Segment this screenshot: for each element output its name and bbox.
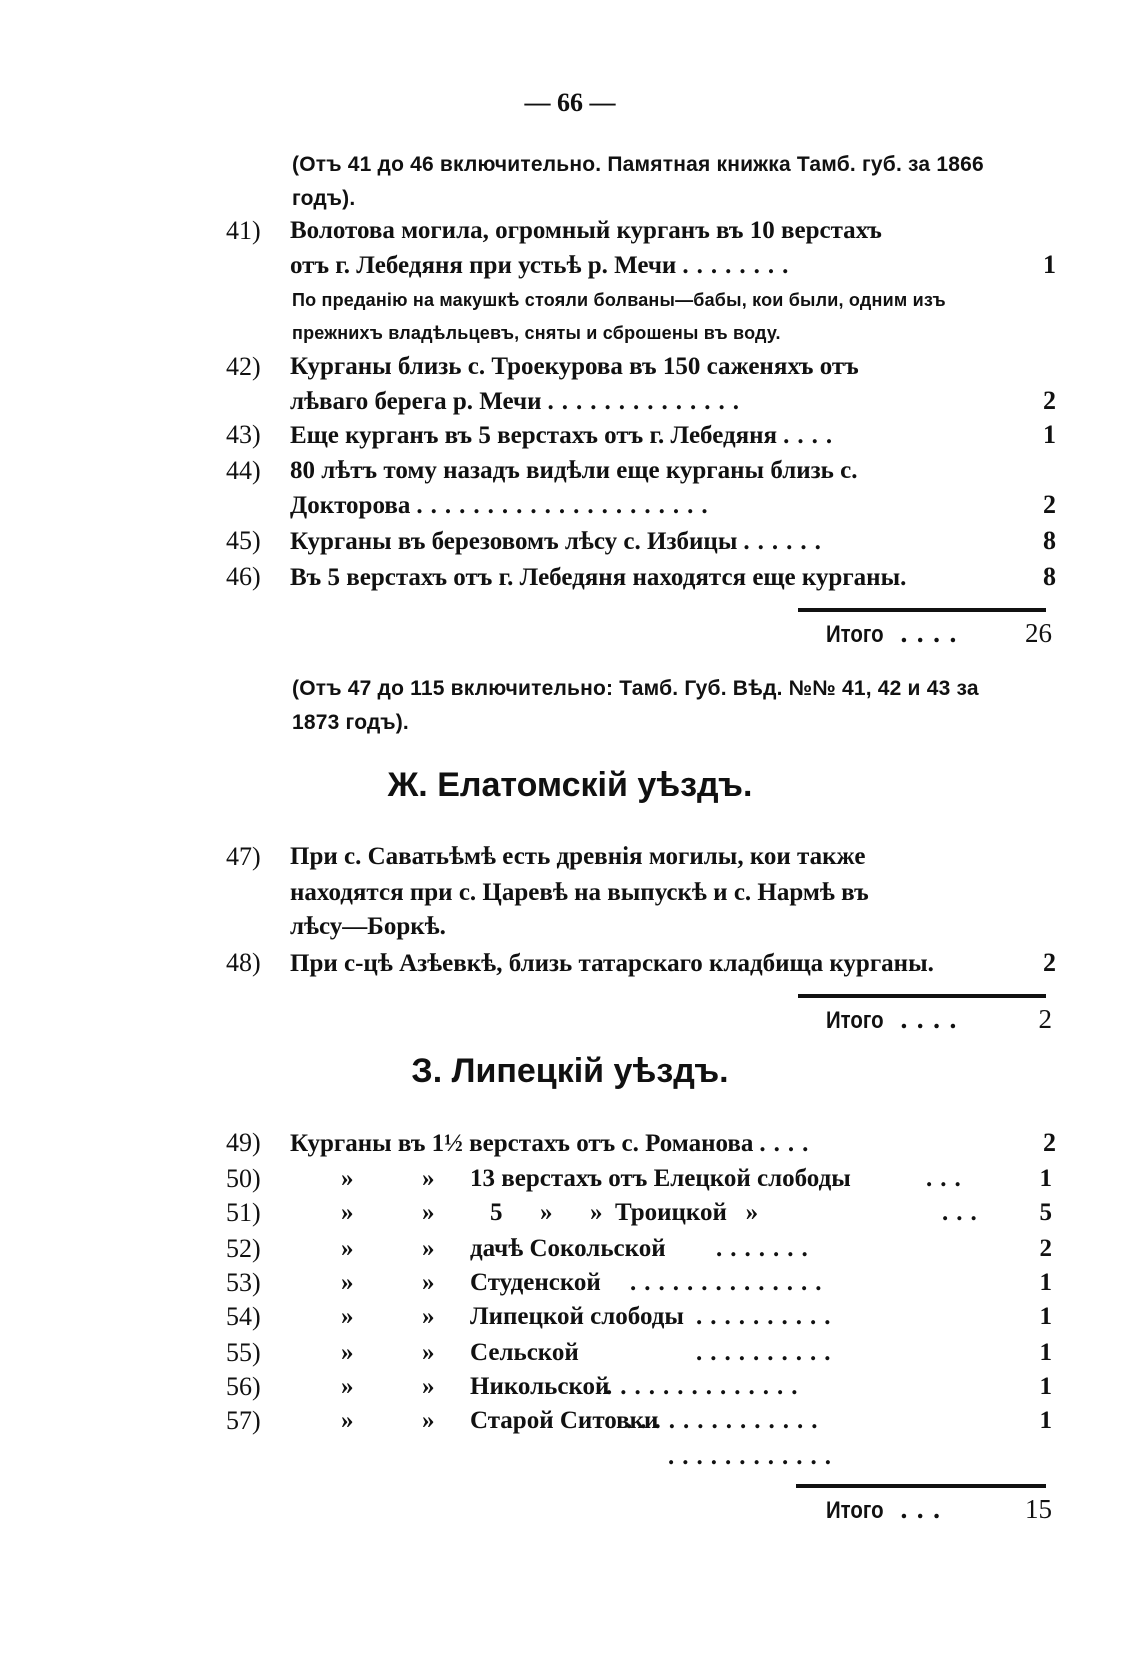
entry-number: 43) (226, 420, 261, 449)
ditto-mark: » (422, 1303, 435, 1330)
entry-text: лѣсу—Боркѣ. (290, 913, 446, 940)
row-place: дачѣ Сокольской (470, 1235, 666, 1262)
entry-number: 46) (226, 562, 261, 591)
table-row: 57) » » Старой Ситовки .............. 1 (226, 1404, 1056, 1438)
table-row: 56) » » Никольской .............. 1 (226, 1370, 1056, 1404)
entry-value: 2 (1043, 490, 1056, 519)
entry-number: 48) (226, 948, 261, 977)
entry-value: 2 (1043, 948, 1056, 977)
entry-text: Еще курганъ въ 5 верстахъ отъ г. Лебедяня (290, 422, 778, 449)
row-place: Никольской (470, 1373, 610, 1400)
ditto-mark: » (341, 1235, 354, 1262)
table-row: 51) » » 5 » » Троицкой » ... 5 (226, 1196, 1056, 1230)
entry-value: 1 (1043, 420, 1056, 449)
row-value: 1 (1039, 1373, 1052, 1400)
entry-text: находятся при с. Царевѣ на выпускѣ и с. Нармѣ въ (290, 879, 869, 906)
entry-text: Курганы близь с. Троекурова въ 150 саженяхъ отъ (290, 353, 859, 380)
row-value: 1 (1039, 1303, 1052, 1330)
row-number: 50) (226, 1164, 261, 1193)
row-number: 54) (226, 1302, 261, 1331)
entry-text: При с-цѣ Азѣевкѣ, близь татарскаго кладбища курганы. (290, 950, 934, 977)
row-value: 1 (1039, 1269, 1052, 1296)
row-place: Липецкой слободы (470, 1303, 684, 1330)
ditto-mark: » (341, 1339, 354, 1366)
total-z: Итого ... 15 (826, 1494, 1052, 1524)
table-row: 52) » » дачѣ Сокольской ....... 2 (226, 1232, 1056, 1266)
source-note-1: (Отъ 41 до 46 включительно. Памятная книжка Тамб. губ. за 1866 годъ). (292, 153, 984, 210)
total-value: 15 (1025, 1494, 1052, 1524)
ditto-mark: » (422, 1339, 435, 1366)
entry-text: Въ 5 верстахъ отъ г. Лебедяня находятся еще курганы. (290, 564, 907, 591)
entry-text: При с. Саватьѣмѣ есть древнія могилы, кои также (290, 843, 866, 870)
ditto-mark: » (341, 1199, 354, 1226)
entry-text: 80 лѣтъ тому назадъ видѣли еще курганы близь с. (290, 457, 858, 484)
row-value: 1 (1039, 1165, 1052, 1192)
total-value: 2 (1038, 1004, 1052, 1034)
row-place: Сельской (470, 1339, 579, 1366)
entry-number: 47) (226, 842, 261, 871)
entry-text: лѣваго берега р. Мечи (290, 388, 542, 415)
entry-value: 1 (1043, 250, 1056, 279)
entry-number: 45) (226, 526, 261, 555)
ditto-mark: » (341, 1407, 354, 1434)
section-heading-zh: Ж. Елатомскій уѣздъ. (387, 766, 753, 804)
row-place: Студенской (470, 1269, 601, 1296)
entry-text: Докторова (290, 492, 411, 519)
total-value: 26 (1025, 618, 1052, 648)
ditto-mark: » (422, 1373, 435, 1400)
entry-text: Волотова могила, огромный курганъ въ 10 верстахъ (290, 217, 882, 244)
page-number: — 66 — (524, 88, 616, 117)
ditto-mark: » (341, 1373, 354, 1400)
entry-value: 2 (1043, 386, 1056, 415)
total-label: Итого (826, 621, 884, 648)
row-value: 2 (1039, 1235, 1052, 1262)
section-heading-z: З. Липецкій уѣздъ. (411, 1052, 729, 1090)
entry-text: Курганы въ 1½ верстахъ отъ с. Романова (290, 1130, 754, 1157)
table-row: 54) » » Липецкой слободы .......... 1 (226, 1300, 1056, 1334)
row-value: 5 (1039, 1199, 1052, 1226)
row-place: 5 » » Троицкой » (490, 1199, 759, 1226)
total-label: Итого (826, 1497, 884, 1524)
table-row: 53) » » Студенской .............. 1 (226, 1266, 1056, 1300)
row-place: Старой Ситовки (470, 1407, 659, 1434)
total-rule (796, 1484, 1046, 1488)
ditto-mark: » (422, 1235, 435, 1262)
total-rule (798, 608, 1046, 612)
row-value: 1 (1039, 1339, 1052, 1366)
row-value: 1 (1039, 1407, 1052, 1434)
ditto-mark: » (341, 1303, 354, 1330)
entry-number: 49) (226, 1128, 261, 1157)
total-label: Итого (826, 1007, 884, 1034)
total-rule (798, 994, 1046, 998)
entry-value: 8 (1043, 526, 1056, 555)
row-number: 52) (226, 1234, 261, 1263)
row-number: 51) (226, 1198, 261, 1227)
row-number: 55) (226, 1338, 261, 1367)
entry-text: отъ г. Лебедяня при устьѣ р. Мечи (290, 252, 677, 279)
total-1: Итого .... 26 (826, 618, 1052, 648)
footnote-41: По преданію на макушкѣ стояли болваны—бабы, кои были, одним изъ прежнихъ владѣльцевъ, сняты и сброшены въ воду. (292, 290, 946, 343)
table-row: ............ (668, 1443, 839, 1470)
entry-number: 44) (226, 456, 261, 485)
table-row: 50) » » 13 верстахъ отъ Елецкой слободы ... 1 (226, 1162, 1056, 1196)
ditto-mark: » (422, 1407, 435, 1434)
ditto-mark: » (422, 1199, 435, 1226)
entry-value: 8 (1043, 562, 1056, 591)
table-row: 55) » » Сельской .......... 1 (226, 1336, 1056, 1370)
entry-number: 41) (226, 216, 261, 245)
row-number: 56) (226, 1372, 261, 1401)
ditto-mark: » (422, 1269, 435, 1296)
row-place: 13 верстахъ отъ Елецкой слободы (470, 1165, 851, 1192)
source-note-2: (Отъ 47 до 115 включительно: Тамб. Губ. Вѣд. №№ 41, 42 и 43 за 1873 годъ). (292, 677, 979, 734)
row-number: 53) (226, 1268, 261, 1297)
ditto-mark: » (422, 1165, 435, 1192)
entry-value: 2 (1043, 1128, 1056, 1157)
ditto-mark: » (341, 1165, 354, 1192)
entry-number: 42) (226, 352, 261, 381)
total-zh: Итого .... 2 (826, 1004, 1052, 1034)
ditto-mark: » (341, 1269, 354, 1296)
entry-text: Курганы въ березовомъ лѣсу с. Избицы (290, 528, 738, 555)
row-number: 57) (226, 1406, 261, 1435)
